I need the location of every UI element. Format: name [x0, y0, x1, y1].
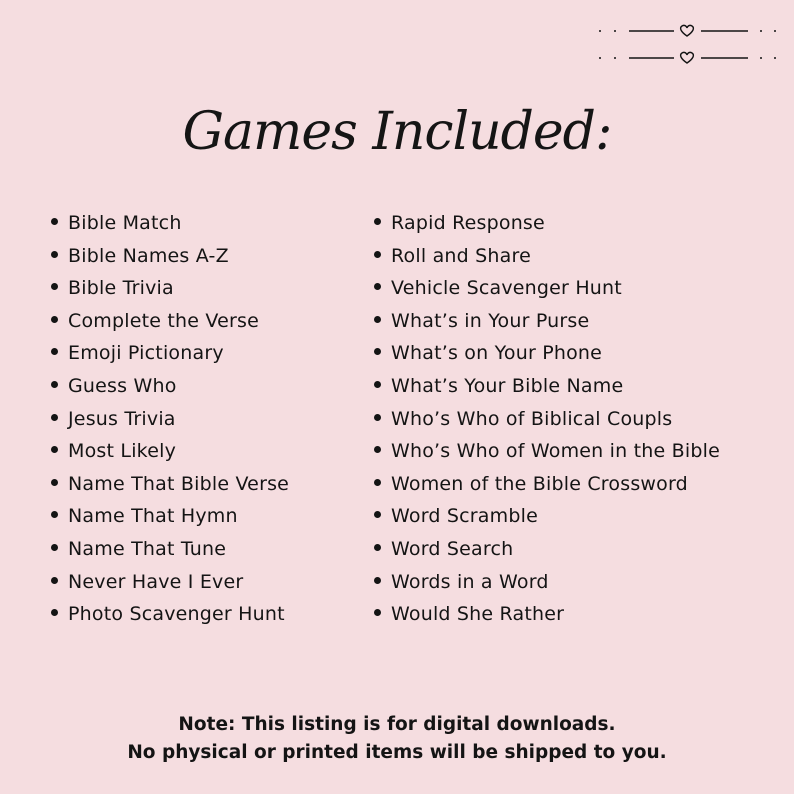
list-item: [51, 403, 289, 436]
note-line-1: Note: This listing is for digital downloads.: [178, 714, 616, 735]
list-item: [51, 305, 289, 338]
list-item: [374, 207, 720, 240]
game-name: Roll and Share: [391, 244, 531, 267]
game-name: Name That Tune: [68, 537, 227, 560]
game-name: Most Likely: [68, 440, 177, 463]
list-item: [51, 500, 289, 533]
bullet-icon: [51, 577, 58, 584]
bullet-icon: [374, 511, 381, 518]
bullet-icon: [374, 218, 381, 225]
bullet-icon: [51, 381, 58, 388]
list-item: [51, 370, 289, 403]
list-item: [374, 370, 720, 403]
list-item: [51, 272, 289, 305]
game-name: Name That Bible Verse: [68, 472, 290, 495]
listing-note: [0, 711, 794, 767]
game-name: Vehicle Scavenger Hunt: [391, 277, 622, 300]
bullet-icon: [374, 414, 381, 421]
bullet-icon: [374, 348, 381, 355]
game-name: Never Have I Ever: [68, 570, 244, 593]
list-item: [51, 207, 289, 240]
game-name: Guess Who: [68, 374, 177, 397]
games-list-left: [51, 207, 289, 631]
list-item: [51, 468, 289, 501]
games-list-right: [374, 207, 720, 631]
bullet-icon: [374, 381, 381, 388]
game-name: Name That Hymn: [68, 505, 238, 528]
list-item: [374, 468, 720, 501]
list-item: [51, 566, 289, 599]
list-item: [374, 240, 720, 273]
game-name: What’s on Your Phone: [391, 342, 603, 365]
game-name: Women of the Bible Crossword: [391, 472, 688, 495]
game-name: Jesus Trivia: [68, 407, 176, 430]
list-item: [374, 435, 720, 468]
list-item: [374, 403, 720, 436]
game-name: Word Scramble: [391, 505, 538, 528]
list-item: [374, 272, 720, 305]
list-item: [51, 533, 289, 566]
game-name: Word Search: [391, 537, 514, 560]
game-name: Who’s Who of Biblical Coupls: [391, 407, 673, 430]
game-name: What’s in Your Purse: [391, 309, 590, 332]
bullet-icon: [51, 414, 58, 421]
game-name: Photo Scavenger Hunt: [68, 603, 285, 626]
heart-divider-ornament: [595, 20, 780, 68]
heart-divider-icon: [599, 52, 776, 63]
bullet-icon: [374, 283, 381, 290]
bullet-icon: [51, 251, 58, 258]
list-item: [374, 566, 720, 599]
bullet-icon: [51, 446, 58, 453]
game-name: Would She Rather: [391, 603, 565, 626]
game-name: Bible Match: [68, 212, 182, 234]
bullet-icon: [51, 348, 58, 355]
game-name: Bible Names A-Z: [68, 244, 229, 267]
bullet-icon: [51, 479, 58, 486]
game-name: What’s Your Bible Name: [391, 374, 624, 397]
game-name: Emoji Pictionary: [68, 342, 224, 365]
heart-divider-icon: [599, 25, 776, 36]
bullet-icon: [51, 283, 58, 290]
page-title: Games Included:: [182, 102, 612, 162]
note-line-2: No physical or printed items will be shipped to you.: [127, 742, 667, 763]
bullet-icon: [374, 544, 381, 551]
list-item: [374, 337, 720, 370]
bullet-icon: [51, 544, 58, 551]
game-name: Complete the Verse: [68, 309, 260, 332]
bullet-icon: [374, 609, 381, 616]
list-item: [374, 533, 720, 566]
bullet-icon: [51, 609, 58, 616]
bullet-icon: [374, 577, 381, 584]
list-item: [51, 435, 289, 468]
list-item: [51, 240, 289, 273]
bullet-icon: [374, 251, 381, 258]
bullet-icon: [51, 316, 58, 323]
list-item: [374, 500, 720, 533]
bullet-icon: [374, 446, 381, 453]
game-name: Who’s Who of Women in the Bible: [391, 440, 720, 463]
bullet-icon: [51, 218, 58, 225]
bullet-icon: [51, 511, 58, 518]
game-name: Bible Trivia: [68, 277, 174, 300]
list-item: [51, 598, 289, 631]
game-name: Rapid Response: [391, 212, 545, 234]
game-name: Words in a Word: [391, 570, 549, 593]
bullet-icon: [374, 479, 381, 486]
bullet-icon: [374, 316, 381, 323]
list-item: [374, 598, 720, 631]
list-item: [51, 337, 289, 370]
list-item: [374, 305, 720, 338]
